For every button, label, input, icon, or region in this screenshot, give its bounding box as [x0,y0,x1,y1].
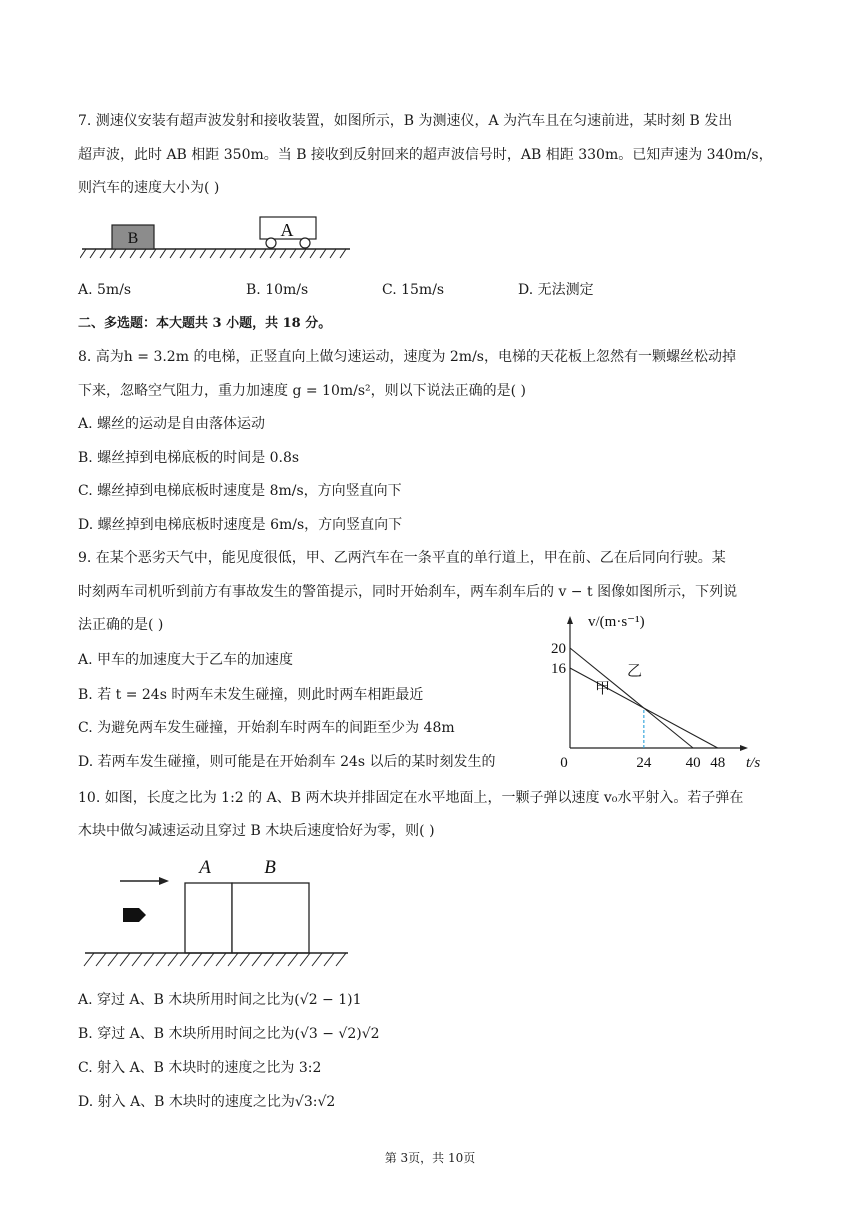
x-axis-arrow [740,745,748,751]
velocity-arrowhead [159,877,169,885]
q8-line-1: 8. 高为h = 3.2m 的电梯，正竖直向上做匀速运动，速度为 2m/s，电梯的天花板上忽然有一颗螺丝松动掉 [78,349,736,365]
vt-chart [540,608,780,773]
block-b-label: B [127,230,139,247]
car-a-wheel-left [266,238,276,248]
q7-option-d: D. 无法测定 [518,282,594,298]
y-tick-label-0: 16 [551,661,566,677]
car-a-wheel-right [300,238,310,248]
x-axis-label: t/s [746,755,761,771]
q9-line-3: 法正确的是( ) [78,617,164,633]
series-label-yi: 乙 [627,663,643,680]
q8-option-d: D. 螺丝掉到电梯底板时速度是 6m/s，方向竖直向下 [78,517,403,533]
q8-option-a: A. 螺丝的运动是自由落体运动 [78,416,266,432]
q10-option-d: D. 射入 A、B 木块时的速度之比为√3:√2 [78,1094,336,1110]
q7-option-b: B. 10m/s [246,282,309,298]
q10-line-2: 木块中做匀减速运动且穿过 B 木块后速度恰好为零，则( ) [78,823,435,839]
x-tick-label-0: 0 [560,755,568,771]
q7-figure [80,212,352,264]
x-tick-label-2: 40 [685,755,701,771]
block-b-label: B [264,857,276,878]
x-tick-label-3: 48 [710,755,726,771]
y-axis-arrow [567,616,573,624]
q7-line-3: 则汽车的速度大小为( ) [78,180,220,196]
q9-option-c: C. 为避免两车发生碰撞，开始刹车时两车的间距至少为 48m [78,720,455,736]
block-b [232,883,309,953]
q10-option-a: A. 穿过 A、B 木块所用时间之比为(√2 − 1)1 [78,992,362,1008]
block-a [185,883,232,953]
bullet [123,908,146,922]
q10-figure [80,852,352,974]
x-tick-label-1: 24 [636,755,652,771]
series-label-jia: 甲 [595,681,611,697]
q7-line-2: 超声波，此时 AB 相距 350m。当 B 接收到反射回来的超声波信号时，AB 相距 330m。已知声速为 340m/s， [78,147,773,163]
q9-option-b: B. 若 t = 24s 时两车未发生碰撞，则此时两车相距最近 [78,687,424,703]
q8-line-2: 下来，忽略空气阻力，重力加速度 g = 10m/s²，则以下说法正确的是( ) [78,383,527,399]
section-heading: 二、多选题：本大题共 3 小题，共 18 分。 [78,316,332,331]
q9-line-2: 时刻两车司机听到前方有事故发生的警笛提示，同时开始刹车，两车刹车后的 v − t 图像如图所示，下列说 [78,584,738,600]
q9-option-d: D. 若两车发生碰撞，则可能是在开始刹车 24s 以后的某时刻发生的 [78,754,496,770]
q10-line-1: 10. 如图，长度之比为 1:2 的 A、B 两木块并排固定在水平地面上，一颗子弹以速度 v₀水平射入。若子弹在 [78,790,744,806]
q7-option-a: A. 5m/s [78,282,132,298]
q7-option-c: C. 15m/s [382,282,445,298]
block-a-label: A [199,857,211,878]
q10-option-c: C. 射入 A、B 木块时的速度之比为 3:2 [78,1060,322,1076]
page-footer: 第 3页，共 10页 [384,1151,476,1165]
q8-option-c: C. 螺丝掉到电梯底板时速度是 8m/s，方向竖直向下 [78,483,402,499]
q9-option-a: A. 甲车的加速度大于乙车的加速度 [78,652,294,668]
q7-line-1: 7. 测速仪安装有超声波发射和接收装置，如图所示，B 为测速仪，A 为汽车且在匀速前进，某时刻 B 发出 [78,113,733,129]
y-tick-label-1: 20 [551,641,566,657]
q9-line-1: 9. 在某个恶劣天气中，能见度很低，甲、乙两汽车在一条平直的单行道上，甲在前、乙在后同向行驶。某 [78,550,726,566]
car-a-label: A [280,220,294,240]
q8-option-b: B. 螺丝掉到电梯底板的时间是 0.8s [78,450,300,466]
y-axis-label: v/(m·s⁻¹) [588,614,645,630]
q10-option-b: B. 穿过 A、B 木块所用时间之比为(√3 − √2)√2 [78,1026,380,1042]
